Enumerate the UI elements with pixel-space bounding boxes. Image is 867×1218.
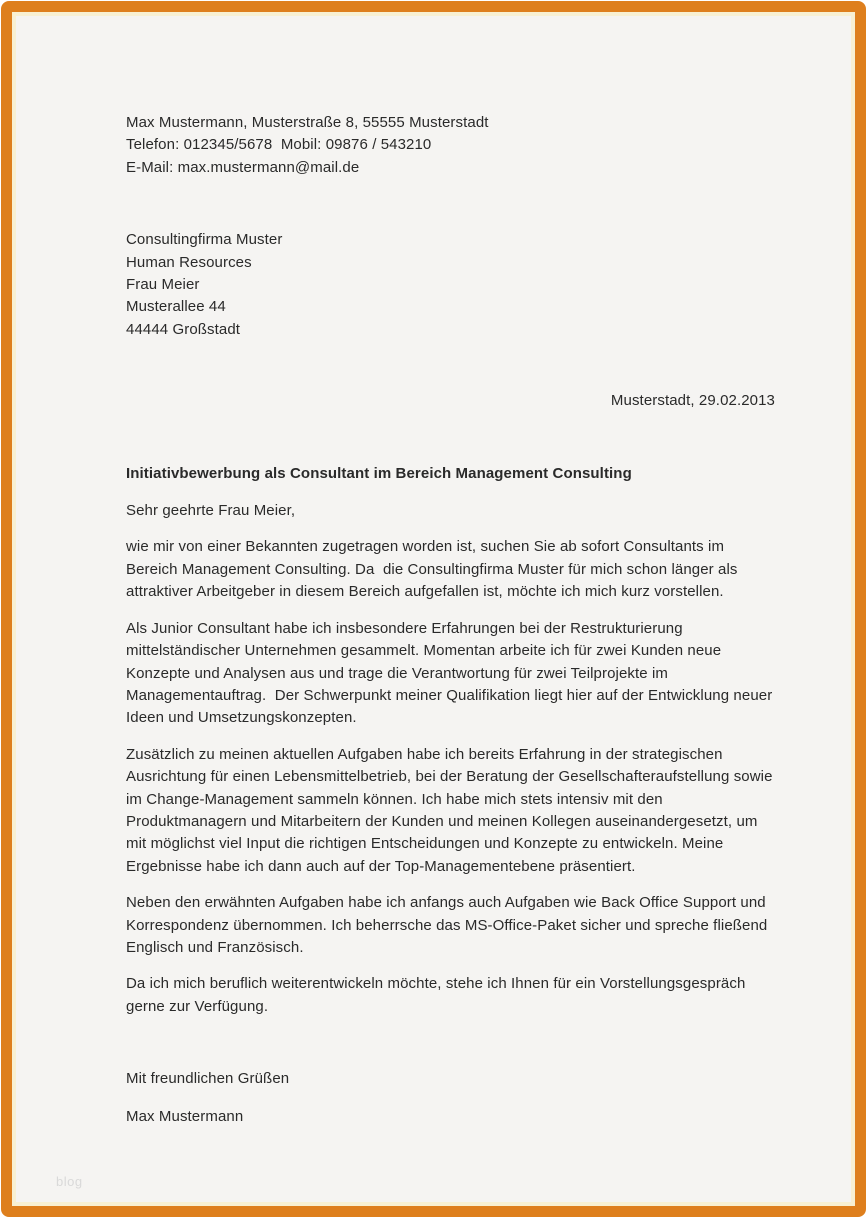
body-paragraph: Als Junior Consultant habe ich insbesondere Erfahrungen bei der Restrukturierung mittelständischer Unternehmen gesammelt. Momentan arbeite ich für zwei Kunden neue Konzepte und Analysen aus und trage die Verantwortung für zwei Teilprojekte im Managementauftrag. Der Schwerpunkt meiner Qualifikation liegt hier auf der Entwicklung neuer Ideen und Umsetzungskonzepten. [126, 619, 777, 727]
closing-regards: Mit freundlichen Grüßen [126, 1070, 290, 1088]
body-paragraph: Zusätzlich zu meinen aktuellen Aufgaben habe ich bereits Erfahrung in der strategischen Ausrichtung für einen Lebensmittelbetrieb, bei der Beratung der Gesellschafteraufstellung sowie im Change-Management sammeln können. Ich habe mich stets intensiv mit den Produktmanagern und Mitarbeitern der Kunden und meinen Kollegen auseinandergesetzt, um mit möglichst viel Input die richtigen Entscheidungen und Konzepte zu entwickeln. Meine Ergebnisse habe ich dann auch auf der Top-Managementebene präsentiert. [126, 745, 777, 875]
recipient-department: Human Resources [126, 253, 252, 271]
body-paragraph: Da ich mich beruflich weiterentwickeln möchte, stehe ich Ihnen für ein Vorstellungsgespräch gerne zur Verfügung. [126, 975, 750, 1015]
sender-line-email: E-Mail: max.mustermann@mail.de [126, 158, 360, 176]
sender-line-phone: Telefon: 012345/5678 Mobil: 09876 / 543210 [126, 136, 432, 154]
signature-name: Max Mustermann [126, 1107, 244, 1125]
subject-line: Initiativbewerbung als Consultant im Bereich Management Consulting [126, 464, 632, 482]
sender-line-name-street: Max Mustermann, Musterstraße 8, 55555 Musterstadt [126, 114, 489, 131]
body-paragraph: wie mir von einer Bekannten zugetragen worden ist, suchen Sie ab sofort Consultants im Bereich Management Consulting. Da die Consultingfirma Muster für mich schon länger als attraktiver Arbeitgeber in diesem Bereich aufgefallen ist, möchte ich mich kurz vorstellen. [126, 538, 742, 601]
recipient-street: Musterallee 44 [126, 298, 226, 316]
sender-address-block [126, 112, 776, 179]
recipient-city: 44444 Großstadt [126, 320, 241, 338]
recipient-contact: Frau Meier [126, 276, 200, 294]
body-paragraph: Neben den erwähnten Aufgaben habe ich anfangs auch Aufgaben wie Back Office Support und Korrespondenz übernommen. Ich beherrsche das MS-Office-Paket sicher und spreche fließend Englisch und Französisch. [126, 894, 772, 956]
letter-content [126, 112, 776, 1128]
salutation: Sehr geehrte Frau Meier, [126, 502, 296, 520]
watermark-text: blog [56, 1174, 83, 1189]
date-line: Musterstadt, 29.02.2013 [610, 392, 775, 410]
recipient-company: Consultingfirma Muster [126, 231, 283, 249]
letter-page [16, 16, 851, 1202]
recipient-address-block [126, 229, 776, 341]
